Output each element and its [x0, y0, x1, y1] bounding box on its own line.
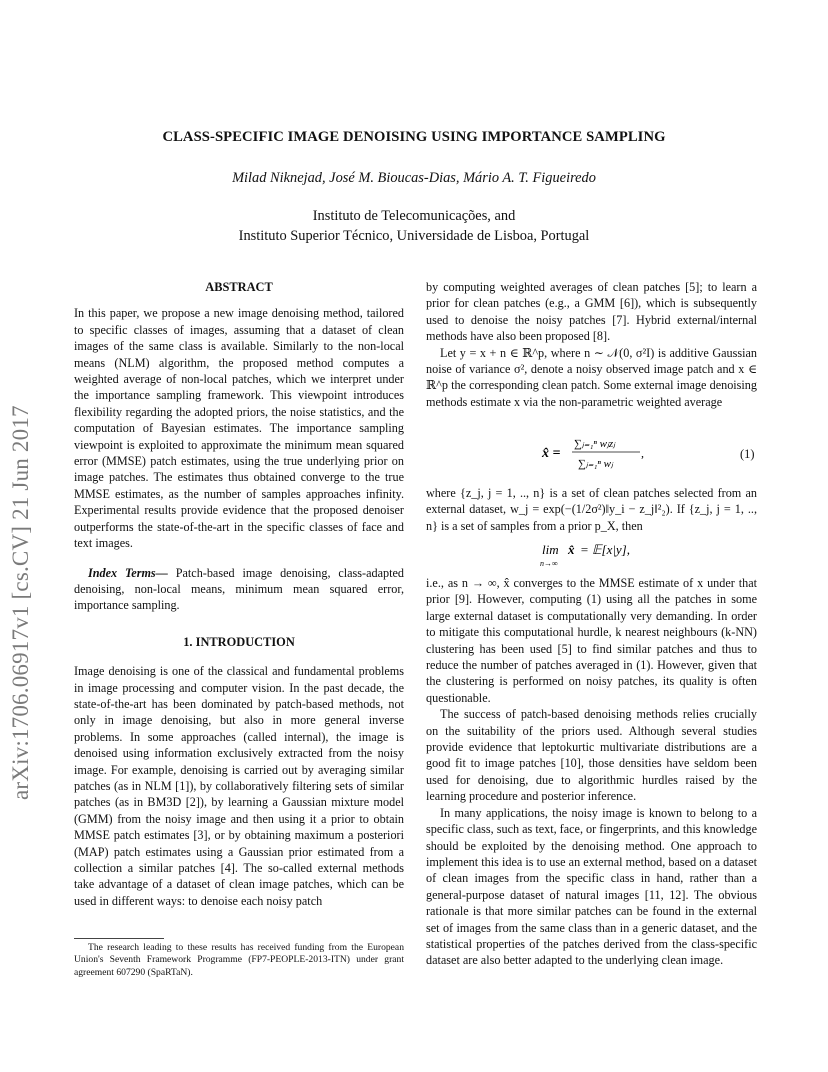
abstract-heading: ABSTRACT — [205, 280, 273, 294]
limit-equation — [540, 540, 660, 570]
introduction-paragraph-1: Image denoising is one of the classical and fundamental problems in image processing and computer vision. In the past decade, the state-of-the-art has been dominated by patch-based methods, not only in image denoising, but also in more general inverse problems. In some approaches (called internal), the image is denoised using information exclusively extracted from the noisy image. For example, denoising is carried out by averaging similar patches (as in NLM [1]), by collaboratively filtering sets of similar patches (as in BM3D [2]), by learning a Gaussian mixture model (GMM) from the noisy image and then using it a prior to obtain MMSE patch estimates [3], or by obtaining maximum a posteriori (MAP) patch estimates using a Gaussian prior estimated from a collection a similar patches [4]. The so-called external methods take advantage of a dataset of clean image patches, which can be used in different ways: to denoise each noisy patch — [74, 664, 404, 908]
svg-text:lim: lim — [542, 542, 559, 557]
equation-1-graphic — [540, 432, 650, 474]
right-column-lower — [426, 575, 757, 969]
footnote: The research leading to these results has received funding from the European Union's Seventh Framework Programme (FP7-PEOPLE-2013-ITN) under grant agreement 607290 (SpaRTaN). — [74, 942, 404, 978]
affiliations — [0, 206, 828, 246]
paper-title: CLASS-SPECIFIC IMAGE DENOISING USING IMPORTANCE SAMPLING — [162, 129, 666, 145]
svg-text:x̂ =: x̂ = — [542, 446, 561, 461]
right-column-mid — [426, 485, 757, 534]
index-terms — [74, 565, 404, 614]
arxiv-side-identifier: arXiv:1706.06917v1 [cs.CV] 21 Jun 2017 — [8, 405, 33, 800]
introduction-heading: 1. INTRODUCTION — [183, 634, 295, 649]
svg-text:n→∞: n→∞ — [540, 559, 558, 568]
svg-text:∑ⱼ₌₁ⁿ wⱼzⱼ: ∑ⱼ₌₁ⁿ wⱼzⱼ — [574, 438, 616, 450]
equation-1 — [540, 432, 650, 472]
affiliation-line-2: Instituto Superior Técnico, Universidade de Lisboa, Portugal — [238, 228, 590, 244]
right-paragraph-2: Let y = x + n ∈ ℝ^p, where n ∼ 𝒩(0, σ²I) is additive Gaussian noise of variance σ², denote a noisy observed image patch and x ∈ ℝ^p the corresponding clean patch. Some external image denoising methods estimate x via the non-parametric weighted average — [426, 345, 757, 409]
paper-authors: Milad Niknejad, José M. Bioucas-Dias, Mário A. T. Figueiredo — [232, 170, 596, 186]
footnote-rule — [74, 938, 164, 939]
index-terms-label: Index Terms— — [88, 565, 168, 580]
right-paragraph-1: by computing weighted averages of clean patches [5]; to learn a prior for clean patches (e.g., a GMM [6]), which is subsequently used to denoise the noisy patches [7]. Hybrid external/internal methods have also been proposed [8]. — [426, 280, 757, 344]
right-column — [426, 279, 757, 410]
svg-text:∑ⱼ₌₁ⁿ wⱼ: ∑ⱼ₌₁ⁿ wⱼ — [578, 458, 613, 470]
left-column — [74, 279, 404, 909]
index-terms-text: Patch-based image denoising, class-adapted denoising, non-local means, minimum mean squared error, importance sampling. — [74, 565, 404, 613]
svg-text:,: , — [641, 446, 644, 460]
affiliation-line-1: Instituto de Telecomunicações, and — [312, 208, 516, 224]
svg-text:= 𝔼[x|y],: = 𝔼[x|y], — [580, 542, 630, 557]
right-paragraph-3: where {z_j, j = 1, .., n} is a set of clean patches selected from an external dataset, w_j = exp(−(1/2σ²)‖y_i − z_j‖²₂). If {z_j, j = 1, .., n} is a set of samples from a prior p_X, then — [426, 486, 757, 533]
right-paragraph-5: The success of patch-based denoising methods relies crucially on the suitability of the priors used. Although several studies provide evidence that leptokurtic multivariate distributions are a good fit to image patches [10], those densities have seldom been used for denoising, due to algorithmic hurdles raised by the learning procedure and posterior inference. — [426, 707, 757, 804]
abstract-text: In this paper, we propose a new image denoising method, tailored to specific classes of images, assuming that a dataset of clean images of the same class is available. Similarly to the non-local means (NLM) algorithm, the proposed method computes a weighted average of non-local patches, which we interpret under the importance sampling framework. This viewpoint introduces flexibility regarding the adopted priors, the noise statistics, and the computation of Bayesian estimates. The importance sampling viewpoint is exploited to approximate the minimum mean squared error (MMSE) patch estimates, using the true underlying prior on image patches. The estimates thus obtained converge to the true MMSE estimates, as the number of samples approaches infinity. Experimental results provide evidence that the proposed denoiser outperforms the state-of-the-art in the specific classes of face and text images. — [74, 306, 404, 551]
limit-equation-graphic — [540, 540, 660, 570]
right-paragraph-6: In many applications, the noisy image is known to belong to a specific class, such as text, face, or fingerprints, and this knowledge should be exploited by the denoising method. One approach to implement this idea is to use an external method, based on a dataset of clean images from the specific class in hand, rather than a general-purpose dataset of natural images [11, 12]. The obvious rationale is that more similar patches can be found in the external set of images from the same class than in a generic dataset, and the statistical properties of the patches derived from the class-specific dataset are also better adapted to the underlying clean image. — [426, 805, 757, 968]
equation-1-number: (1) — [740, 447, 755, 461]
svg-text:x̂: x̂ — [568, 542, 575, 557]
right-paragraph-4: i.e., as n → ∞, x̂ converges to the MMSE estimate of x under that prior [9]. However, computing (1) using all the patches in some large external dataset is computationally very demanding. In order to mitigate this computational hurdle, k nearest neighbours (k-NN) clustering has been used [5] to find similar patches and thus to reduce the number of patches averaged in (1). However, given that the clustering is performed on noisy patches, its quality is often questionable. — [426, 576, 757, 705]
